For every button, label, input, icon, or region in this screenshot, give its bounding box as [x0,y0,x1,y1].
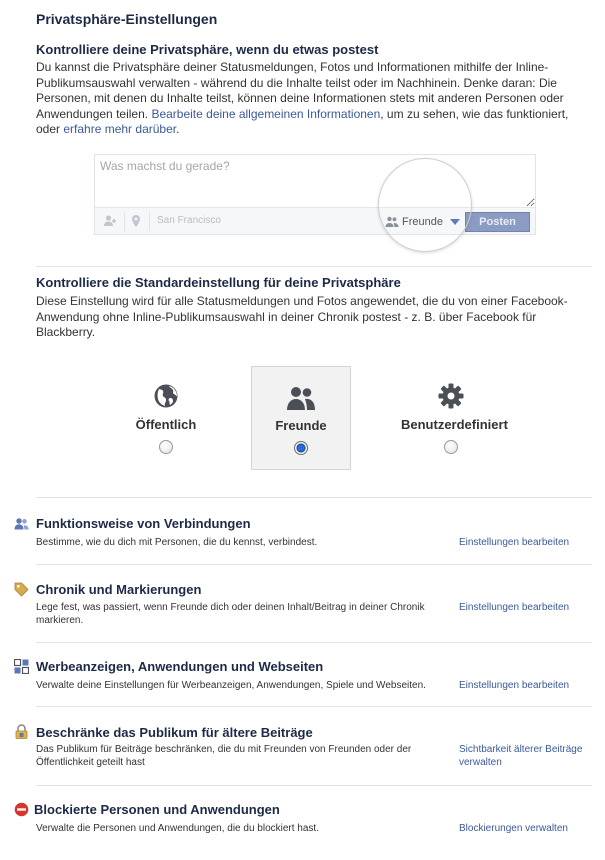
status-input[interactable] [95,155,535,207]
people-icon [14,516,29,531]
section-divider [36,564,592,565]
edit-settings-link[interactable]: Einstellungen bearbeiten [459,602,570,613]
option-label: Öffentlich [135,417,197,432]
location-pin-icon[interactable] [129,214,143,228]
setting-description: Verwalte die Personen und Anwendungen, die du blockiert hast. [36,823,319,834]
radio-friends[interactable] [294,441,308,455]
inline-privacy-text-part2: , um zu sehen, wie das funktioniert, oder [36,106,569,136]
option-label: Freunde [275,418,327,433]
toolbar-separator [124,212,125,231]
setting-title: Blockierte Personen und Anwendungen [34,802,280,817]
setting-title: Beschränke das Publikum für ältere Beiträge [36,725,313,740]
section-divider [36,642,592,643]
edit-settings-link[interactable]: Einstellungen bearbeiten [459,537,570,548]
section-divider [36,266,592,267]
default-privacy-text: Diese Einstellung wird für alle Statusmeldungen und Fotos angewendet, die du von einer Facebook-Anwendung ohne Inline-Publikumsauswahl in deiner Chronik postest - z. B. über Facebook für Blackberry. [36,294,568,339]
option-friends[interactable] [251,366,351,470]
friends-icon [286,385,316,411]
post-button[interactable]: Posten [465,212,530,232]
tag-friends-icon[interactable] [103,214,117,228]
setting-title: Funktionsweise von Verbindungen [36,516,251,531]
setting-description: Verwalte deine Einstellungen für Werbeanzeigen, Anwendungen, Spiele und Webseiten. [36,680,426,691]
dropdown-arrow-icon [450,219,460,225]
inline-privacy-text-part3: . [176,122,180,136]
setting-description: Bestimme, wie du dich mit Personen, die du kennst, verbindest. [36,537,318,548]
manage-old-posts-link[interactable]: Sichtbarkeit älterer Beiträge verwalten [459,744,583,768]
block-icon [14,802,29,817]
composer-toolbar [95,207,535,234]
edit-info-link[interactable]: Bearbeite deine allgemeinen Informationen [151,106,381,121]
setting-description: Lege fest, was passiert, wenn Freunde dich oder deinen Inhalt/Beitrag in deiner Chronik markieren. [36,602,425,626]
section-divider [36,706,592,707]
default-privacy-heading: Kontrolliere die Standardeinstellung für deine Privatsphäre [36,275,401,290]
inline-privacy-heading: Kontrolliere deine Privatsphäre, wenn du etwas postest [36,42,379,57]
manage-blocking-link[interactable]: Blockierungen verwalten [459,823,568,834]
audience-selector[interactable] [385,212,463,231]
audience-label: Freunde [402,215,443,228]
status-composer [94,154,536,235]
friends-icon [385,216,399,228]
setting-title: Chronik und Markierungen [36,582,202,597]
section-divider [36,785,592,786]
section-divider [36,497,592,498]
setting-title: Werbeanzeigen, Anwendungen und Webseiten [36,659,324,674]
location-text: San Francisco [157,215,221,226]
apps-icon [14,659,29,674]
setting-description: Das Publikum für Beiträge beschränken, die du mit Freunden von Freunden oder der Öffentlichkeit geteilt hast [36,744,412,768]
gear-icon [438,383,464,409]
option-custom[interactable] [401,366,508,470]
toolbar-separator [149,212,150,231]
radio-public[interactable] [159,440,173,454]
globe-icon [153,383,179,409]
inline-privacy-text [36,60,592,138]
inline-privacy-text-part1: Du kannst die Privatsphäre deiner Statusmeldungen, Fotos und Informationen mithilfe der Inline-Publikumsauswahl verwalten - während du die Inhalte teilst oder im Nachhinein. Denke daran: Die Personen, mit denen du Inhalte teilst, können deine Informationen stets mit anderen Personen oder Anwendungen teilen. [36,60,564,121]
option-label: Benutzerdefiniert [401,417,508,432]
page-title: Privatsphäre-Einstellungen [36,11,218,27]
tag-icon [14,582,29,597]
option-public[interactable] [116,366,216,470]
edit-settings-link[interactable]: Einstellungen bearbeiten [459,680,570,691]
learn-more-link[interactable]: erfahre mehr darüber [63,122,177,136]
lock-icon [14,724,29,739]
radio-custom[interactable] [444,440,458,454]
